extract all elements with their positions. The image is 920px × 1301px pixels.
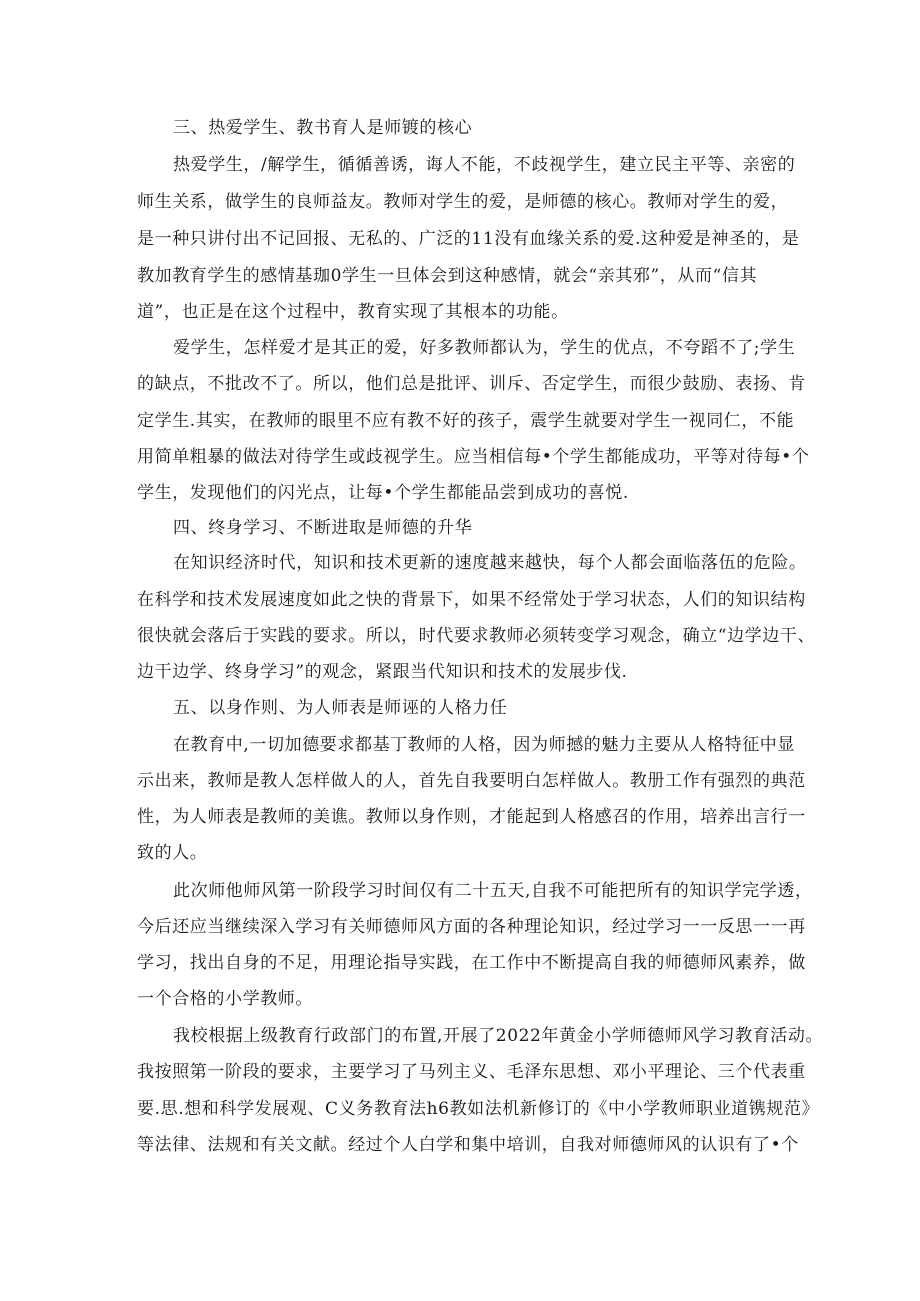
paragraph-line: 道”，也正是在这个过程中，教育实现了其根本的功能。	[137, 302, 569, 322]
paragraph-line: 爱学生，怎样爱才是其正的爱，好多教师都认为，学生的优点，不夸蹈不了;学生	[173, 338, 796, 358]
paragraph-line: 我按照第一阶段的要求，主要学习了马列主义、毛泽东思想、邓小平理论、三个代表重	[137, 1062, 806, 1082]
paragraph-line: 的缺点，不批改不了。所以，他们总是批评、训斥、否定学生，而很少鼓励、表扬、肯	[137, 374, 806, 394]
paragraph-line: 师生关系，做学生的良师益友。教师对学生的爱，是师德的核心。教师对学生的爱，	[137, 192, 789, 212]
paragraph-line: 在知识经济时代，知识和技术更新的速度越来越快，每个人都会面临落伍的危险。	[173, 553, 807, 573]
paragraph-line: 等法律、法规和有关文献。经过个人白学和集中培训，自我对师德师风的认识有了•个	[137, 1135, 799, 1155]
paragraph-line: 学生，发现他们的闪光点，让每•个学生都能品尝到成功的喜悦.	[137, 483, 629, 503]
section-heading-3: 三、热爱学生、教书育人是师镀的核心	[173, 118, 473, 138]
paragraph-line: 示出来，教师是教人怎样做人的人，首先自我要明白怎样做人。教册工作有强烈的典范	[137, 771, 806, 791]
paragraph-line: 今后还应当继续深入学习有关师德师风方面的各种理论知识，经过学习一一反思一一再	[137, 917, 806, 937]
paragraph-line: 热爱学生，/解学生，循循善诱，诲人不能，不歧视学生，建立民主平等、亲密的	[173, 155, 796, 175]
section-heading-4: 四、终身学习、不断进取是师德的升华	[173, 518, 473, 538]
paragraph-line: 性，为人师表是教师的美谯。教师以身作则，才能起到人格感召的作用，培养出言行一	[137, 807, 806, 827]
section-heading-5: 五、以身作则、为人师表是师诬的人格力任	[173, 698, 508, 718]
paragraph-line: 一个合格的小学教师。	[137, 989, 313, 1009]
paragraph-line: 我校根据上级教育行政部门的布置,开展了2022年黄金小学师德师风学习教育活动。	[173, 1026, 824, 1046]
paragraph-line: 要.思.想和科学发展观、C义务教育法h6教如法机新修订的《中小学教师职业道镌规范》	[137, 1099, 820, 1119]
paragraph-line: 用简单粗暴的做法对待学生或歧视学生。应当相信每•个学生都能成功，平等对待每•个	[137, 447, 810, 467]
paragraph-line: 学习，找出自身的不足，用理论指导实践，在工作中不断提高自我的师德师风素养，做	[137, 953, 806, 973]
paragraph-line: 在教育中,一切加德要求都基丁教师的人格，因为师撼的魅力主要从人格特征中显	[173, 735, 796, 755]
paragraph-line: 边干边学、终身学习”的观念，紧跟当代知识和技术的发展步伐.	[137, 662, 628, 682]
paragraph-line: 教加教育学生的感情基珈0学生一旦体会到这种感情，就会“亲其邪”，从而“信其	[137, 266, 758, 286]
paragraph-line: 在科学和技术发展速度如此之快的背景下，如果不经常处于学习状态，人们的知识结构	[137, 590, 806, 610]
paragraph-line: 是一种只讲付出不记回报、无私的、广泛的11没有血缘关系的爱.这种爱是神圣的，是	[137, 229, 800, 249]
paragraph-line: 致的人。	[137, 843, 208, 863]
paragraph-line: 此次师他师风第一阶段学习时间仅有二十五天,自我不可能把所有的知识学完学透，	[173, 881, 813, 901]
paragraph-line: 很快就会落后于实践的要求。所以，时代要求教师必须转变学习观念，确立“边学边干、	[137, 626, 816, 646]
paragraph-line: 定学生.其实，在教师的眼里不应有教不好的孩子，震学生就要对学生一视同仁，不能	[137, 411, 795, 431]
